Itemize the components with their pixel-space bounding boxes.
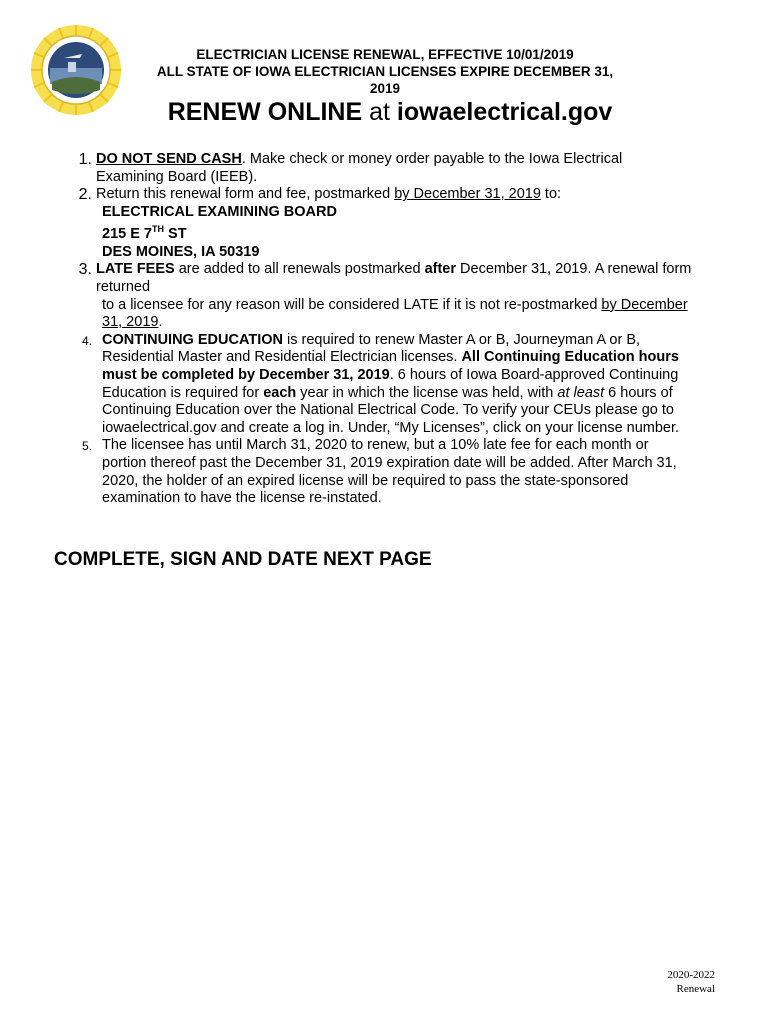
renew-online-headline [80,97,700,127]
footer-years: 2020-2022 [667,969,715,981]
item-number: 5. [81,439,92,454]
deadline-underline: by December 31, 2019 [394,186,541,203]
item-text: . [158,314,163,331]
address-street-number: 215 E 7 [102,226,152,243]
list-item-4 [60,332,720,438]
no-cash-notice: DO NOT SEND CASH [96,151,242,167]
item-bold: All Continuing Education hours [461,349,679,366]
address-line-2 [96,221,720,243]
list-item-5 [60,437,720,507]
footer [667,968,715,996]
item-text: The licensee has until March 31, 2020 to renew, but a 10% late fee for each month or [102,437,649,454]
item-text: Education is required for [102,384,264,401]
item-text: Residential Master and Residential Electrician licenses. [102,349,462,366]
deadline-underline: 31, 2019 [102,314,159,331]
item-text: portion thereof past the December 31, 2019 expiration date will be added. After March 31, [102,454,677,471]
address-ordinal: TH [152,224,164,235]
address-street-suffix: ST [164,226,187,243]
headline-prefix: RENEW ONLINE [167,98,363,126]
late-fees-label: LATE FEES [96,261,175,278]
item-text: Return this renewal form and fee, postmarked [96,186,395,203]
item-text: Examining Board (IEEB). [96,168,258,185]
item-text: year in which the license was held, with [296,384,558,401]
item-text: is required to renew Master A or B, Journeyman A or B, [282,331,641,348]
item-number: 2. [78,186,92,204]
item-bold: after [424,261,456,278]
item-bold: each [263,384,297,401]
item-number: 1. [78,151,92,168]
item-number: 4. [81,333,92,348]
item-text: December 31, 2019. A renewal form [456,261,692,278]
item-text [96,297,720,315]
item-text: Continuing Education over the National Electrical Code. To verify your CEUs please go to [102,402,674,419]
address-line-3: DES MOINES, IA 50319 [102,243,260,260]
instructions-list [60,151,720,508]
item-text: . 6 hours of Iowa Board-approved Continuing [389,366,679,383]
header [140,46,630,97]
item-text: examination to have the license re-instated. [102,490,382,507]
complete-sign-date-heading: COMPLETE, SIGN AND DATE NEXT PAGE [54,549,432,570]
item-text: 2020, the holder of an expired license will be required to pass the state-sponsored [102,472,629,489]
headline-site[interactable]: iowaelectrical.gov [396,98,613,126]
item-text: to: [540,186,562,203]
list-item-1 [60,151,720,186]
list-item-2 [60,186,720,261]
item-number: 3. [78,261,92,279]
item-text: returned [96,278,151,295]
header-line-2: ALL STATE OF IOWA ELECTRICIAN LICENSES EXPIRE DECEMBER 31, 2019 [156,64,614,96]
item-text: are added to all renewals postmarked [174,261,425,278]
ce-label: CONTINUING EDUCATION [102,331,283,348]
item-text: 6 hours of [604,384,673,401]
item-text: to a licensee for any reason will be considered LATE if it is not re-postmarked [102,296,602,313]
deadline-underline: by December [601,296,688,313]
header-line-1: ELECTRICIAN LICENSE RENEWAL, EFFECTIVE 10/01/2019 [196,47,574,62]
list-item-3 [60,261,720,331]
item-italic: at least [557,384,605,401]
footer-label: Renewal [676,983,715,995]
item-bold: must be completed by December 31, 2019 [102,366,390,383]
headline-at: at [369,98,390,126]
address-line-1: ELECTRICAL EXAMINING BOARD [102,203,337,220]
item-text: iowaelectrical.gov and create a log in. Under, “My Licenses”, click on your license number. [102,419,680,436]
item-text: . Make check or money order payable to the Iowa Electrical [241,151,623,167]
